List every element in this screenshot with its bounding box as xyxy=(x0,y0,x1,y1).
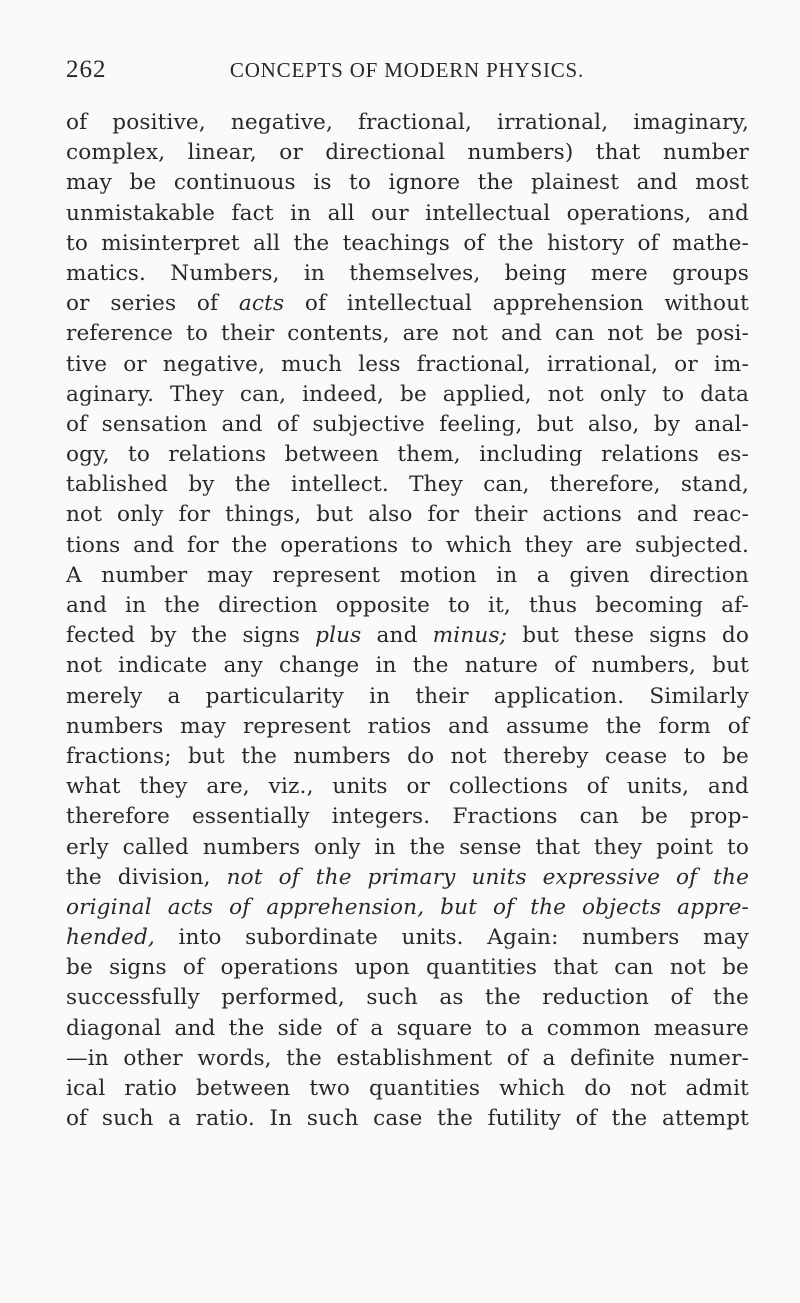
page-header xyxy=(66,56,748,90)
text-line: numbers may represent ratios and assume the form of xyxy=(66,713,749,739)
text-line: of positive, negative, fractional, irrational, imaginary, xyxy=(66,110,749,135)
text-line: the division, not of the primary units expressive of the xyxy=(66,864,749,890)
body-text xyxy=(66,108,749,1134)
text-line: unmistakable fact in all our intellectual operations, and xyxy=(66,200,749,226)
text-line: —in other words, the establishment of a definite numer- xyxy=(66,1045,749,1071)
text-line: of sensation and of subjective feeling, but also, by anal- xyxy=(66,411,749,437)
text-line: hended, into subordinate units. Again: numbers may xyxy=(66,925,749,951)
running-head: CONCEPTS OF MODERN PHYSICS. xyxy=(229,58,585,82)
page-number: 262 xyxy=(66,56,107,83)
text-line: not only for things, but also for their actions and reac- xyxy=(66,502,749,528)
text-line: to misinterpret all the teachings of the history of mathe- xyxy=(66,230,749,256)
text-line: and in the direction opposite to it, thus becoming af- xyxy=(66,593,749,618)
text-line: aginary. They can, indeed, be applied, not only to data xyxy=(66,381,749,407)
text-line: what they are, viz., units or collections of units, and xyxy=(66,774,749,800)
text-line: not indicate any change in the nature of numbers, but xyxy=(66,653,749,679)
text-line: of such a ratio. In such case the futility of the attempt xyxy=(66,1106,749,1132)
text-line: fractions; but the numbers do not thereby cease to be xyxy=(66,743,749,769)
text-line: ical ratio between two quantities which do not admit xyxy=(66,1076,749,1101)
text-line: original acts of apprehension, but of the objects appre- xyxy=(66,894,749,920)
text-line: reference to their contents, are not and can not be posi- xyxy=(66,321,749,347)
text-line: may be continuous is to ignore the plainest and most xyxy=(66,170,749,196)
text-line: or series of acts of intellectual apprehension without xyxy=(66,291,749,317)
text-line: tions and for the operations to which they are subjected. xyxy=(66,532,749,558)
text-line: tive or negative, much less fractional, irrational, or im- xyxy=(66,351,749,377)
text-line: be signs of operations upon quantities that can not be xyxy=(66,955,749,981)
text-line: diagonal and the side of a square to a common measure xyxy=(66,1015,749,1041)
text-line: therefore essentially integers. Fractions can be prop- xyxy=(66,804,749,830)
text-line: A number may represent motion in a given direction xyxy=(66,562,749,588)
text-line: ogy, to relations between them, including relations es- xyxy=(66,442,749,468)
text-line: successfully performed, such as the reduction of the xyxy=(66,985,749,1011)
text-line: tablished by the intellect. They can, therefore, stand, xyxy=(66,472,749,498)
text-line: erly called numbers only in the sense that they point to xyxy=(66,834,749,860)
text-line: merely a particularity in their application. Similarly xyxy=(66,683,749,709)
text-line: fected by the signs plus and minus; but these signs do xyxy=(66,623,749,649)
text-line: matics. Numbers, in themselves, being mere groups xyxy=(66,260,749,286)
text-line: complex, linear, or directional numbers) that number xyxy=(66,140,749,166)
